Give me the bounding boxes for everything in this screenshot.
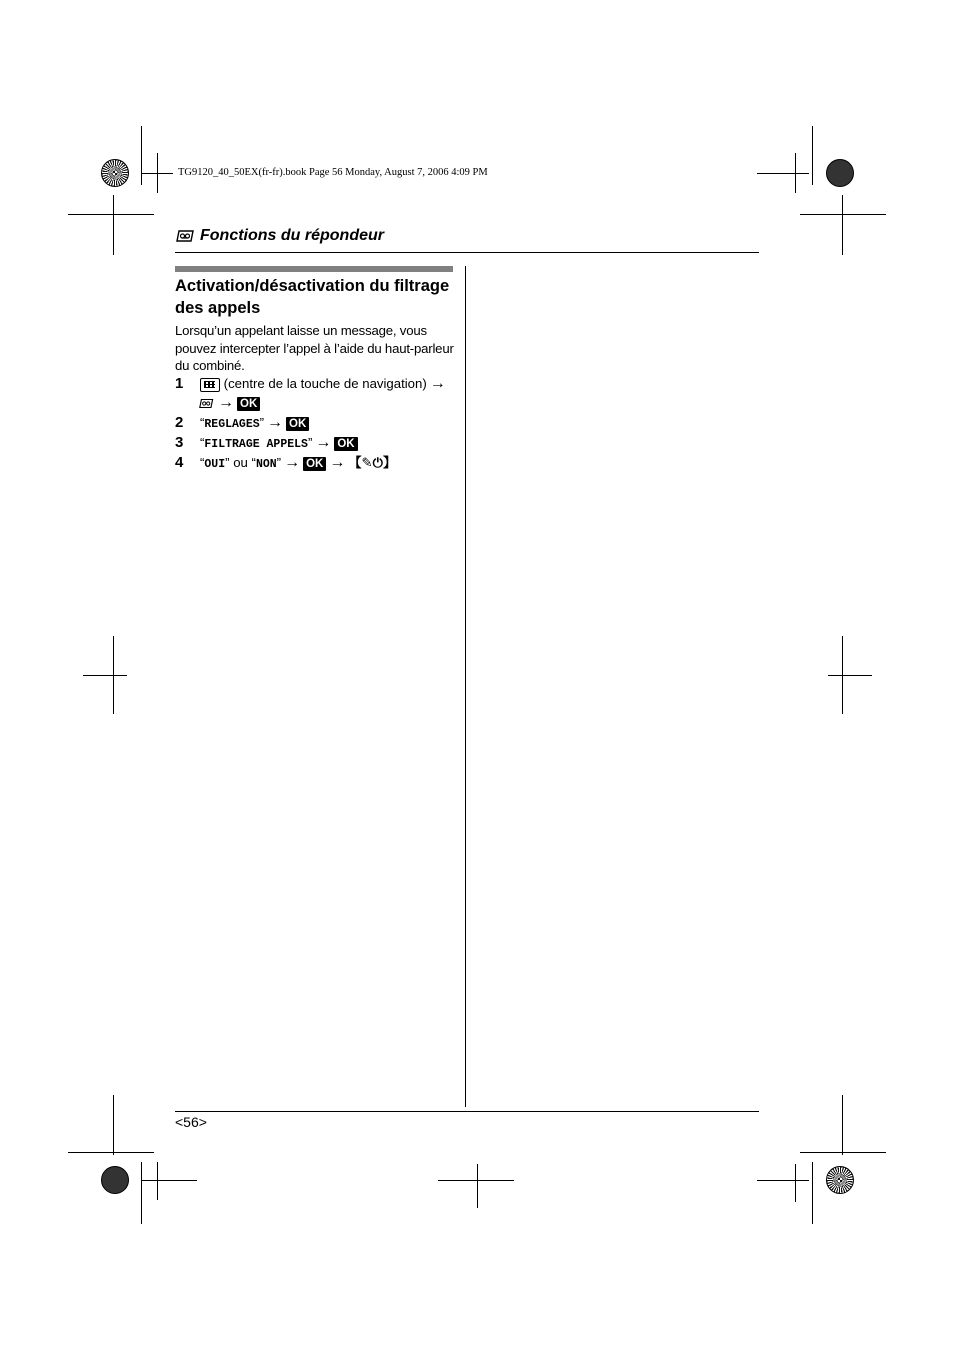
trim-mark	[141, 1162, 142, 1224]
crosshair-icon	[141, 1180, 197, 1181]
column-divider	[465, 266, 466, 1107]
crosshair-icon	[141, 173, 173, 174]
ok-key: OK	[286, 417, 309, 431]
arrow-icon: →	[315, 434, 332, 451]
footer-rule	[175, 1111, 759, 1112]
menu-option: OUI	[204, 458, 226, 471]
crosshair-icon	[113, 1095, 114, 1155]
or-text: ou	[233, 455, 248, 470]
trim-mark	[812, 1162, 813, 1224]
trim-mark	[812, 126, 813, 185]
header-rule	[175, 252, 759, 253]
answering-machine-icon	[176, 228, 196, 244]
arrow-icon: →	[429, 375, 446, 392]
ok-key: OK	[237, 397, 260, 411]
step-3: 3 “FILTRAGE APPELS” → OK	[175, 434, 358, 454]
step-4: 4 “OUI” ou “NON” → OK → 【✎⏻】	[175, 454, 397, 471]
trim-mark	[68, 214, 154, 215]
registration-dot-icon	[101, 1166, 129, 1194]
step-1-continued	[199, 394, 260, 412]
trim-mark	[141, 126, 142, 185]
step-2: 2 “REGLAGES” → OK	[175, 414, 309, 434]
crosshair-icon	[477, 1164, 478, 1208]
trim-mark	[800, 1152, 886, 1153]
page-title: Fonctions du répondeur	[200, 227, 384, 244]
crosshair-icon	[842, 195, 843, 255]
crosshair-icon	[757, 173, 809, 174]
step-number: 1	[175, 375, 184, 392]
step-number: 2	[175, 414, 184, 431]
page-number: <56>	[175, 1114, 207, 1130]
crosshair-icon	[842, 1095, 843, 1155]
step-number: 3	[175, 434, 184, 451]
trim-mark	[800, 214, 886, 215]
crosshair-icon	[83, 675, 127, 676]
arrow-icon: →	[284, 454, 301, 471]
crosshair-icon	[113, 195, 114, 255]
crosshair-icon	[828, 675, 872, 676]
menu-key-icon	[200, 378, 220, 392]
crosshair-icon	[795, 1164, 796, 1202]
registration-dot-icon	[826, 159, 854, 187]
menu-option: NON	[255, 458, 277, 471]
trim-mark	[68, 1152, 154, 1153]
step-number: 4	[175, 454, 184, 471]
step-1	[175, 375, 449, 393]
off-key-icon: 【✎⏻】	[348, 455, 397, 470]
arrow-icon: →	[218, 394, 234, 411]
registration-dot-icon	[826, 1166, 854, 1194]
crosshair-icon	[757, 1180, 809, 1181]
registration-dot-icon	[101, 159, 129, 187]
menu-option: REGLAGES	[204, 418, 260, 431]
crosshair-icon	[157, 1162, 158, 1200]
section-intro: Lorsqu’un appelant laisse un message, vous pouvez intercepter l’appel à l’aide du haut-parleur du combiné.	[175, 323, 454, 373]
ok-key: OK	[334, 437, 357, 451]
step-text: (centre de la touche de navigation)	[223, 376, 427, 391]
arrow-icon: →	[329, 454, 346, 471]
arrow-icon: →	[267, 414, 284, 431]
section-bar	[175, 266, 453, 272]
section-heading: Activation/désactivation du filtrage des appels	[175, 277, 450, 317]
page-header	[176, 227, 384, 245]
ok-key: OK	[303, 457, 326, 471]
answering-machine-icon	[199, 397, 215, 410]
crosshair-icon	[438, 1180, 514, 1181]
menu-option: FILTRAGE APPELS	[204, 438, 308, 451]
print-info: TG9120_40_50EX(fr-fr).book Page 56 Monday, August 7, 2006 4:09 PM	[178, 167, 488, 178]
